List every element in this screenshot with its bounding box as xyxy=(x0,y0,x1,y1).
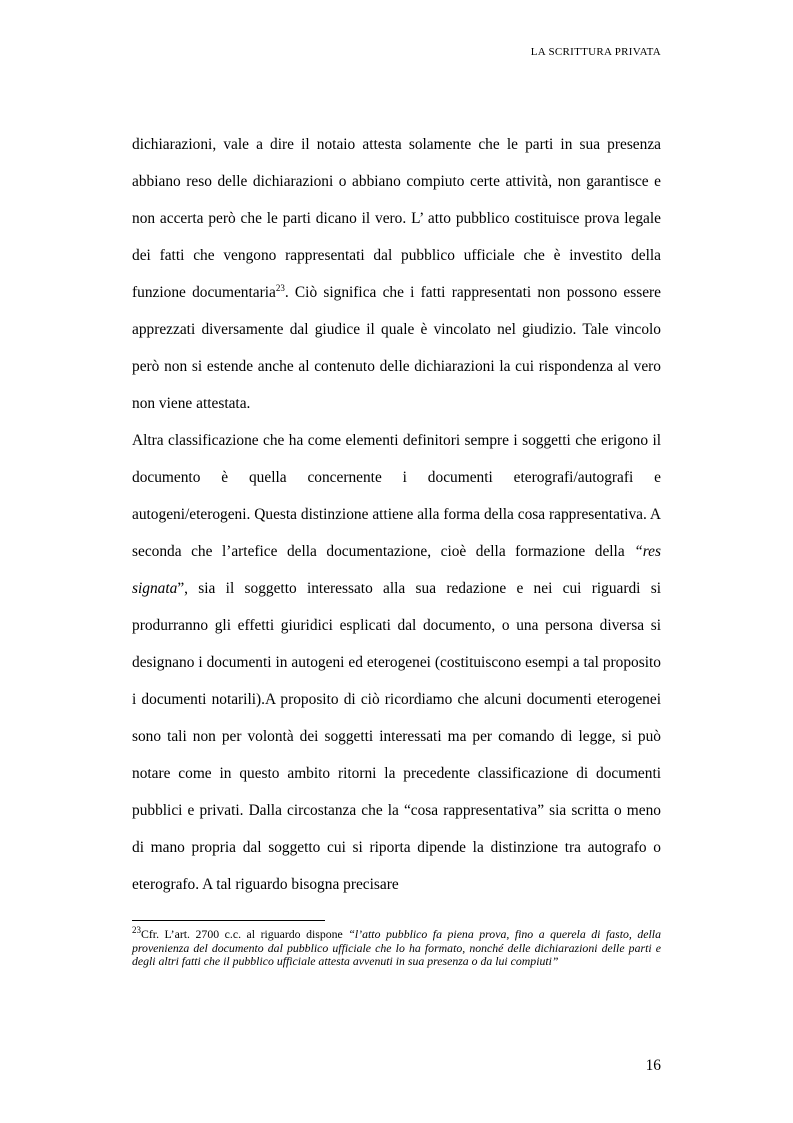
footnote-quote: “l’atto pubblico fa piena prova, fino a querela di fasto, della provenienza del documento dal pubblico ufficiale che lo ha formato, nonché delle dichiarazioni delle parti e degli altri fatti che il pubblico ufficiale attesta avvenuti in sua presenza o da lui compiuti” xyxy=(132,927,661,968)
footnote xyxy=(132,925,661,969)
footnote-marker: 23 xyxy=(132,925,141,936)
paragraph-2-italic-term: “res signata xyxy=(132,543,661,597)
footnote-lead: Cfr. L’art. 2700 c.c. al riguardo dispone xyxy=(141,927,349,941)
paragraph-2 xyxy=(132,422,661,903)
footnote-reference: 23 xyxy=(275,282,285,293)
paragraph-1-text-a: dichiarazioni, vale a dire il notaio attesta solamente che le parti in sua presenza abbiano reso delle dichiarazioni o abbiano compiuto certe attività, non garantisce e non accerta però che le parti dicano il vero. L’ atto pubblico costituisce prova legale dei fatti che vengono rappresentati dal pubblico ufficiale che è investito della funzione documentaria xyxy=(132,136,661,301)
running-header: LA SCRITTURA PRIVATA xyxy=(530,46,661,58)
paragraph-2-text-a: Altra classificazione che ha come elementi definitori sempre i soggetti che erigono il documento è quella concernente i documenti eterografi/autografi e autogeni/eterogeni. Questa distinzione attiene alla forma della cosa rappresentativa. A seconda che l’artefice della documentazione, cioè della formazione della xyxy=(132,432,661,560)
footnote-separator xyxy=(132,920,325,921)
body-text xyxy=(132,126,661,903)
paragraph-1 xyxy=(132,126,661,422)
paragraph-2-text-b: ”, sia il soggetto interessato alla sua redazione e nei cui riguardi si produrranno gli effetti giuridici esplicati dal documento, o una persona diversa si designano i documenti in autogeni ed eterogenei (costituiscono esempi a tal proposito i documenti notarili).A proposito di ciò ricordiamo che alcuni documenti eterogenei sono tali non per volontà dei soggetti interessati ma per comando di legge, si può notare come in questo ambito ritorni la precedente classificazione di documenti pubblici e privati. Dalla circostanza che la “cosa rappresentativa” sia scritta o meno di mano propria dal soggetto cui si riporta dipende la distinzione tra autografo o eterografo. A tal riguardo bisogna precisare xyxy=(132,580,661,893)
page-number: 16 xyxy=(645,1057,661,1074)
paragraph-1-text-b: . Ciò significa che i fatti rappresentati non possono essere apprezzati diversamente dal giudice il quale è vincolato nel giudizio. Tale vincolo però non si estende anche al contenuto delle dichiarazioni la cui rispondenza al vero non viene attestata. xyxy=(132,284,661,412)
